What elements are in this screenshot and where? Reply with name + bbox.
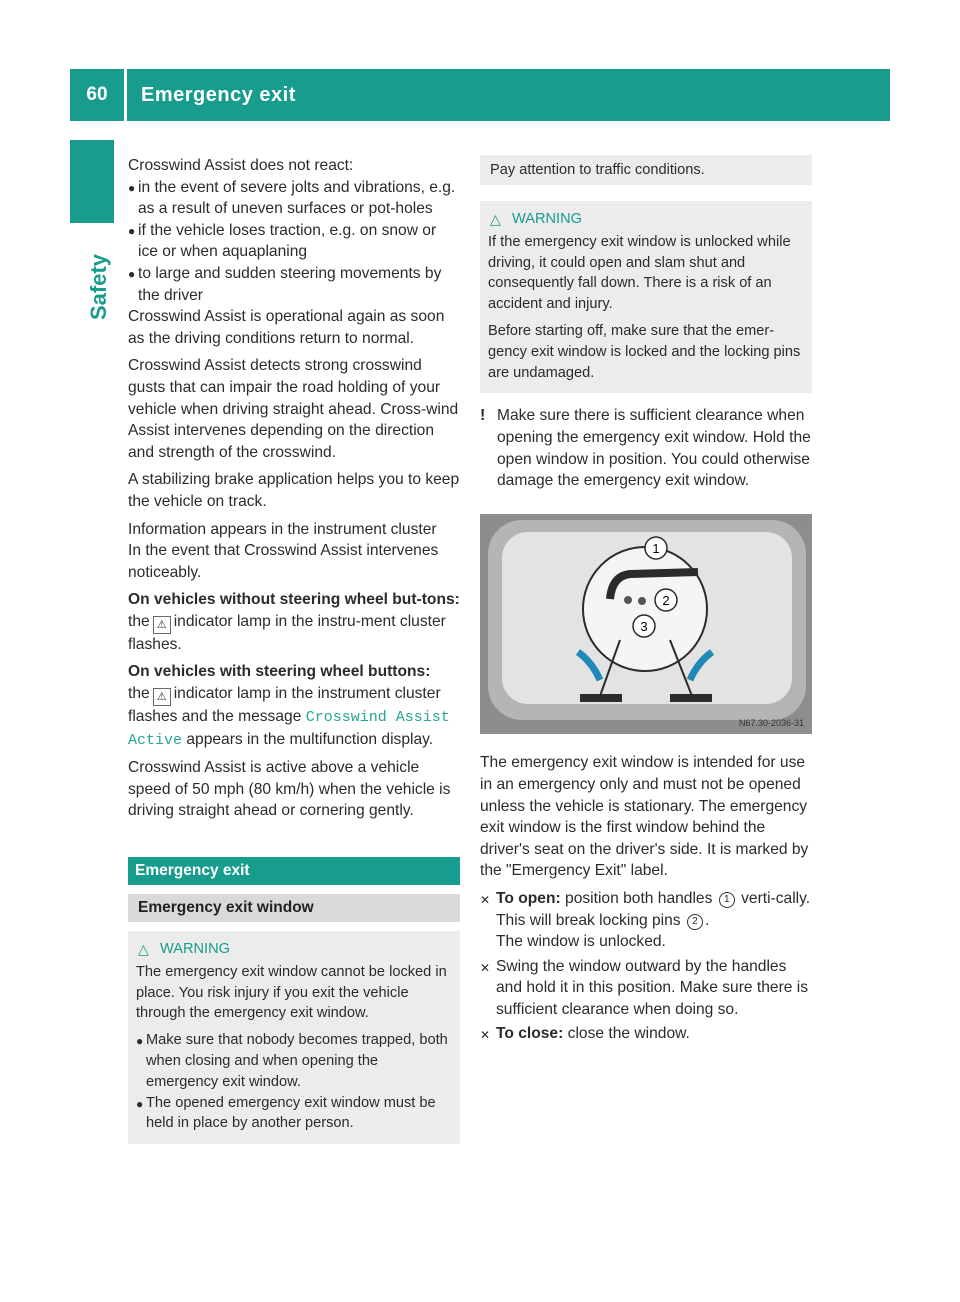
crosswind-lamp-icon: ⚠ — [153, 616, 171, 634]
right-column — [480, 155, 812, 1047]
section-heading: Emergency exit — [128, 857, 460, 885]
paragraph: On vehicles with steering wheel buttons: the ⚠ indicator lamp in the instrument cluster flashes and the message Crosswind Assist Active appears in the multifunction display. — [128, 663, 450, 749]
page-number: 60 — [86, 84, 108, 105]
callout-label: 1 — [652, 540, 660, 556]
note-text: Make sure there is sufficient clearance when opening the emergency exit window. Hold the open window in position. You could otherwise damage the emergency exit window. — [497, 407, 811, 490]
side-tab-block — [70, 140, 114, 223]
paragraph: Crosswind Assist is operational again as soon as the driving conditions return to normal. — [128, 308, 445, 347]
subsection-heading: Emergency exit window — [128, 894, 460, 922]
side-tab-label: Safety — [86, 253, 111, 320]
callout-ref: 2 — [687, 914, 703, 930]
page-title: Emergency exit — [141, 84, 296, 106]
paragraph: Crosswind Assist is active above a vehicle speed of 50 mph (80 km/h) when the vehicle is driving straight ahead or cornering gently. — [128, 759, 451, 820]
bullet-icon: ● — [136, 1034, 144, 1049]
step-item: ✕ To open: position both handles 1 verti-cally. This will break locking pins 2 . The window is unlocked. — [480, 888, 812, 953]
paragraph: Crosswind Assist detects strong crosswind gusts that can impair the road holding of your vehicle when driving straight ahead. Cross-wind Assist intervenes depending on the direction and strength of the crosswind. — [128, 357, 459, 461]
bullet-icon: ● — [128, 266, 136, 281]
heading-inline: On vehicles without steering wheel but-tons: — [128, 591, 460, 609]
locking-pin — [638, 597, 646, 605]
note — [480, 405, 812, 491]
window-handle — [670, 694, 712, 702]
callout-ref: 1 — [719, 892, 735, 908]
crosswind-lamp-icon: ⚠ — [153, 688, 171, 706]
callout-label: 2 — [662, 592, 670, 608]
paragraph: Information appears in the instrument cluster — [128, 520, 437, 538]
arrow-right-icon: ✕ — [480, 1028, 491, 1043]
paragraph: A stabilizing brake application helps you to keep the vehicle on track. — [128, 471, 460, 510]
header-divider — [124, 69, 127, 121]
warning-text: If the emergency exit window is unlocked while driving, it could open and slam shut and consequently fall down. There is a risk of an accident and injury. — [488, 233, 791, 313]
list-item: ● to large and sudden steering movements by the driver — [128, 263, 460, 306]
arrow-right-icon: ✕ — [480, 960, 491, 975]
left-column — [128, 155, 460, 1144]
heading-inline: On vehicles with steering wheel buttons: — [128, 663, 431, 681]
bullet-icon: ● — [136, 1096, 144, 1111]
bullet-icon: ● — [128, 180, 136, 195]
list-item: ● The opened emergency exit window must be held in place by another person. — [136, 1093, 450, 1135]
paragraph: The emergency exit window is intended for use in an emergency only and must not be opened unless the vehicle is stationary. The emergency exit window is the first window behind the driver's seat on the driver's side. It is marked by the "Emergency Exit" label. — [480, 754, 809, 880]
tip-box: Pay attention to traffic conditions. — [480, 155, 812, 185]
step-item: ✕ To close: close the window. — [480, 1023, 812, 1047]
step-item: ✕ Swing the window outward by the handles and hold it in this position. Make sure there is sufficient clearance when doing so. — [480, 956, 812, 1021]
bullet-icon: ● — [128, 223, 136, 238]
warning-box — [128, 931, 460, 1144]
warning-triangle-icon: △ — [490, 211, 501, 227]
locking-pin — [624, 596, 632, 604]
warning-text: The emergency exit window cannot be locked in place. You risk injury if you exit the vehicle through the emergency exit window. — [136, 963, 447, 1022]
paragraph: On vehicles without steering wheel but-tons: the ⚠ indicator lamp in the instru-ment cluster flashes. — [128, 591, 460, 653]
display-message: Crosswind Assist Active — [128, 709, 450, 749]
paragraph: Crosswind Assist does not react: — [128, 157, 354, 174]
warning-box — [480, 201, 812, 393]
list-item: ● if the vehicle loses traction, e.g. on snow or ice or when aquaplaning — [128, 220, 460, 263]
warning-triangle-icon: △ — [138, 941, 149, 958]
step-result: The window is unlocked. — [496, 933, 666, 951]
list-item: ● Make sure that nobody becomes trapped, both when closing and when opening the emergency exit window. — [136, 1030, 450, 1092]
detail-magnifier — [583, 547, 707, 671]
arrow-right-icon: ✕ — [480, 892, 491, 907]
warning-header: △ WARNING — [488, 209, 802, 230]
exclamation-icon: ! — [480, 407, 486, 425]
paragraph: In the event that Crosswind Assist intervenes noticeably. — [128, 542, 439, 581]
callout-label: 3 — [640, 618, 648, 634]
warning-header: △ WARNING — [136, 939, 450, 960]
figure-code: N67.30-2036-31 — [738, 717, 804, 728]
list-item: ● in the event of severe jolts and vibrations, e.g. as a result of uneven surfaces or pot-holes — [128, 177, 460, 220]
warning-text: Before starting off, make sure that the emer-gency exit window is locked and the locking pins are undamaged. — [488, 322, 801, 381]
emergency-exit-window-figure — [480, 514, 812, 734]
window-handle — [580, 694, 622, 702]
